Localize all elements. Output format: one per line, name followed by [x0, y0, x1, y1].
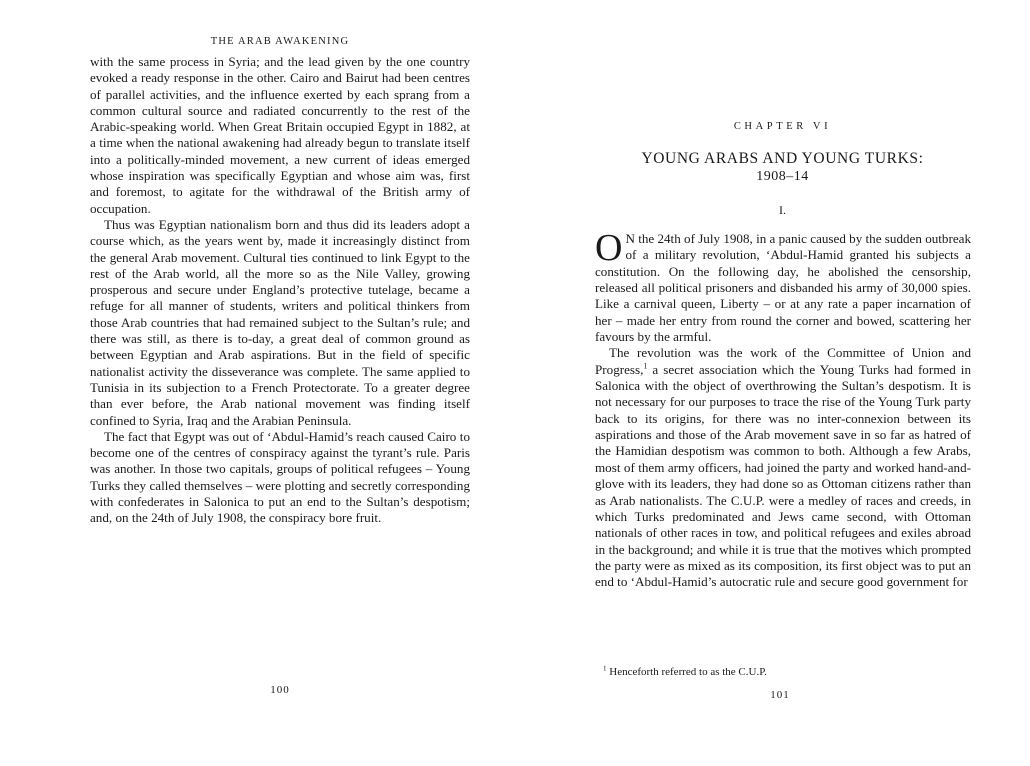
footnote — [603, 665, 973, 679]
footnote-marker: 1 — [643, 361, 648, 371]
paragraph: The fact that Egypt was out of ‘Abdul-Hamid’s reach caused Cairo to become one of the centres of conspiracy against the tyrant’s rule. Paris was another. In those two capitals, groups of political refugees – Young Turks they called themselves – were plotting and secretly corresponding with confederates in Salonica to put an end to the Sultan’s despotism; and, on the 24th of July 1908, the conspiracy bore fruit. — [90, 428, 470, 526]
paragraph-text: a secret association which the Young Turks had formed in Salonica with the object of overthrowing the Sultan’s despotism. It is not necessary for our purposes to trace the rise of the Young Turk party back to its origins, for there was no inter-connexion between its aspirations and those of the Arab movement save in so far as hatred of the Hamidian despotism was common to both. Although a few Arabs, most of them army officers, had joined the party and worked hand-and-glove with its leaders, they had done so as Ottoman citizens rather than as Arab nationalists. The C.U.P. were a medley of races and creeds, in which Turks predominated and Jews came second, with Ottoman nationals of other races in tow, and political refugees and exiles abroad in the background; and while it is true that the motives which prompted the party were as mixed as its composition, its first object was to put an end to ‘Abdul-Hamid’s autocratic rule and secure good government for — [595, 361, 971, 590]
page-number: 100 — [270, 684, 290, 696]
running-head: THE ARAB AWAKENING — [210, 36, 350, 47]
paragraph: Thus was Egyptian nationalism born and thus did its leaders adopt a course which, as the years went by, made it increasingly distinct from the general Arab movement. Cultural ties continued to link Egypt to the rest of the Arab world, all the more so as the Nile Valley, growing prosperous and secure under England’s protective tutelage, became a refuge for all manner of students, writers and political thinkers from those Arab countries that had remained subject to the Sultan’s rule; and there was still, as there is to-day, a great deal of common ground as between Egyptian and Arab aspirations. But in the field of specific nationalist activity the disseverance was complete. The same applied to Tunisia in its subjection to a French Protectorate. To a greater degree than ever before, the Arab national movement was finding itself confined to Syria, Iraq and the Arabian Peninsula. — [90, 216, 470, 428]
paragraph — [595, 345, 971, 590]
paragraph-text: N the 24th of July 1908, in a panic caused by the sudden outbreak of a military revolution, ‘Abdul-Hamid granted his subjects a constitution. On the following day, he abolished the censorship, released all political prisoners and disbanded his army of 30,000 spies. Like a carnival queen, Liberty – or at any rate a paper incarnation of her – made her entry from round the corner and bowed, scattering her favours by the armful. — [595, 231, 971, 345]
footnote-marker: 1 — [603, 664, 607, 673]
drop-cap: O — [595, 227, 623, 269]
chapter-title: YOUNG ARABS AND YOUNG TURKS: — [641, 150, 924, 167]
right-body-text — [595, 227, 971, 591]
left-body-text — [90, 54, 470, 527]
page-number: 101 — [770, 689, 790, 701]
section-number: I. — [779, 203, 786, 217]
paragraph: with the same process in Syria; and the lead given by the one country evoked a ready response in the other. Cairo and Bairut had been centres of parallel activities, and the influence exerted by each sprang from a common cultural source and radiated concurrently to the rest of the Arabic-speaking world. When Great Britain occupied Egypt in 1882, at a time when the national awakening had already begun to translate itself into a politically-minded movement, a new current of ideas emerged whose inspiration was specifically Egyptian and whose aim was, first and foremost, to agitate for the withdrawal of the British army of occupation. — [90, 54, 470, 216]
paragraph — [595, 227, 971, 345]
footnote-text: Henceforth referred to as the C.U.P. — [609, 666, 767, 678]
paragraph-text: The revolution was the work of the Committee of Union and Progress, — [595, 345, 971, 377]
right-page — [515, 0, 1030, 766]
chapter-dates: 1908–14 — [756, 169, 809, 184]
chapter-label: CHAPTER VI — [733, 121, 832, 132]
